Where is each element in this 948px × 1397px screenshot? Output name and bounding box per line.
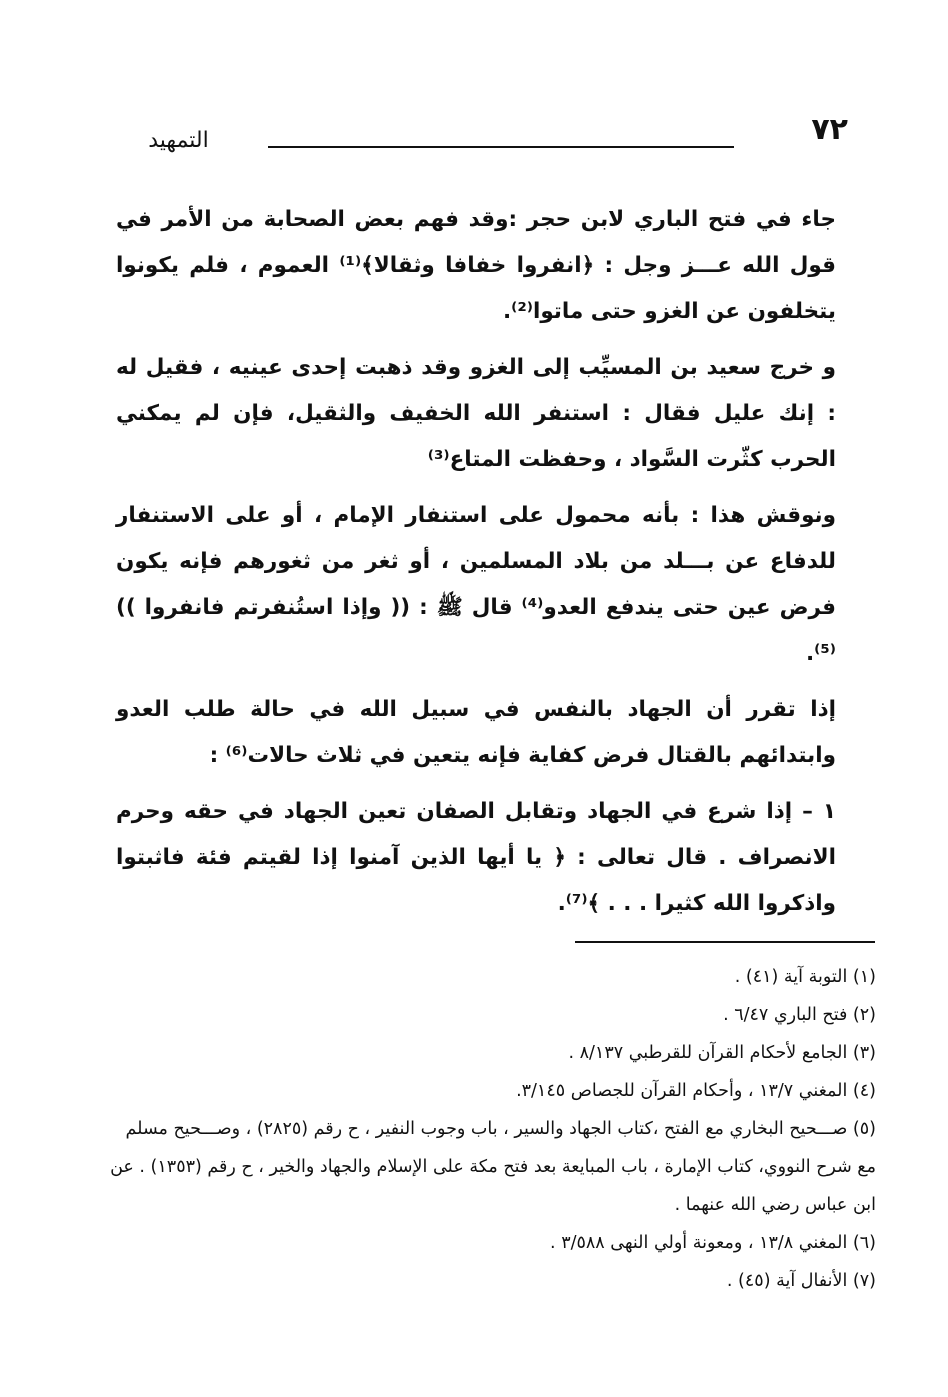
running-title: التمهيد — [148, 128, 209, 153]
paragraph: ١ – إذا شرع في الجهاد وتقابل الصفان تعين الجهاد في حقه وحرم الانصراف . قال تعالى : ﴿ يا أيها الذين آمنوا إذا لقيتم فئة فاثبتوا واذكروا الله كثيرا . . . ﴾⁽⁷⁾. — [116, 799, 836, 916]
page-number: ٧٢ — [811, 112, 848, 147]
footnote-separator — [575, 941, 875, 943]
main-text — [116, 197, 836, 927]
footnotes — [106, 958, 876, 1300]
footnote: (١) التوبة آية (٤١) . — [734, 967, 876, 987]
paragraph: و خرج سعيد بن المسيِّب إلى الغزو وقد ذهبت إحدى عينيه ، فقيل له : إنك عليل فقال : استنفر الله الخفيف والثقيل، فإن لم يمكني الحرب كثّرت السَّواد ، وحفظت المتاع⁽³⁾ — [116, 355, 836, 472]
header-rule — [268, 146, 734, 148]
footnote: (٤) المغني ١٣/٧ ، وأحكام القرآن للجصاص ٣/١٤٥. — [516, 1081, 876, 1101]
footnote: (٦) المغني ١٣/٨ ، ومعونة أولي النهى ٣/٥٨٨ . — [550, 1233, 876, 1253]
paragraph: جاء في فتح الباري لابن حجر :وقد فهم بعض الصحابة من الأمر في قول الله عـــز وجل : ﴿انفروا خفافا وثقالا﴾⁽¹⁾ العموم ، فلم يكونوا يتخلفون عن الغزو حتى ماتوا⁽²⁾. — [116, 207, 836, 324]
footnote: (٧) الأنفال آية (٤٥) . — [726, 1271, 876, 1291]
footnote: (٢) فتح الباري ٦/٤٧ . — [723, 1005, 876, 1025]
paragraph: إذا تقرر أن الجهاد بالنفس في سبيل الله في حالة طلب العدو وابتدائهم بالقتال فرض كفاية فإنه يتعين في ثلاث حالات⁽⁶⁾ : — [116, 697, 836, 768]
paragraph: ونوقش هذا : بأنه محمول على استنفار الإمام ، أو على الاستنفار للدفاع عن بـــلد من بلاد المسلمين ، أو ثغر من ثغورهم فإنه يكون فرض عين حتى يندفع العدو⁽⁴⁾ قال ﷺ : (( وإذا استُنفرتم فانفروا ))⁽⁵⁾. — [116, 503, 836, 666]
footnote: (٣) الجامع لأحكام القرآن للقرطبي ٨/١٣٧ . — [568, 1043, 876, 1063]
footnote: (٥) صـــحيح البخاري مع الفتح ،كتاب الجهاد والسير ، باب وجوب النفير ، ح رقم (٢٨٢٥) ، وصـــحيح مسلم مع شرح النووي، كتاب الإمارة ، باب المبايعة بعد فتح مكة على الإسلام والجهاد والخير ، ح رقم (١٣٥٣) . عن ابن عباس رضي الله عنهما . — [110, 1119, 876, 1215]
